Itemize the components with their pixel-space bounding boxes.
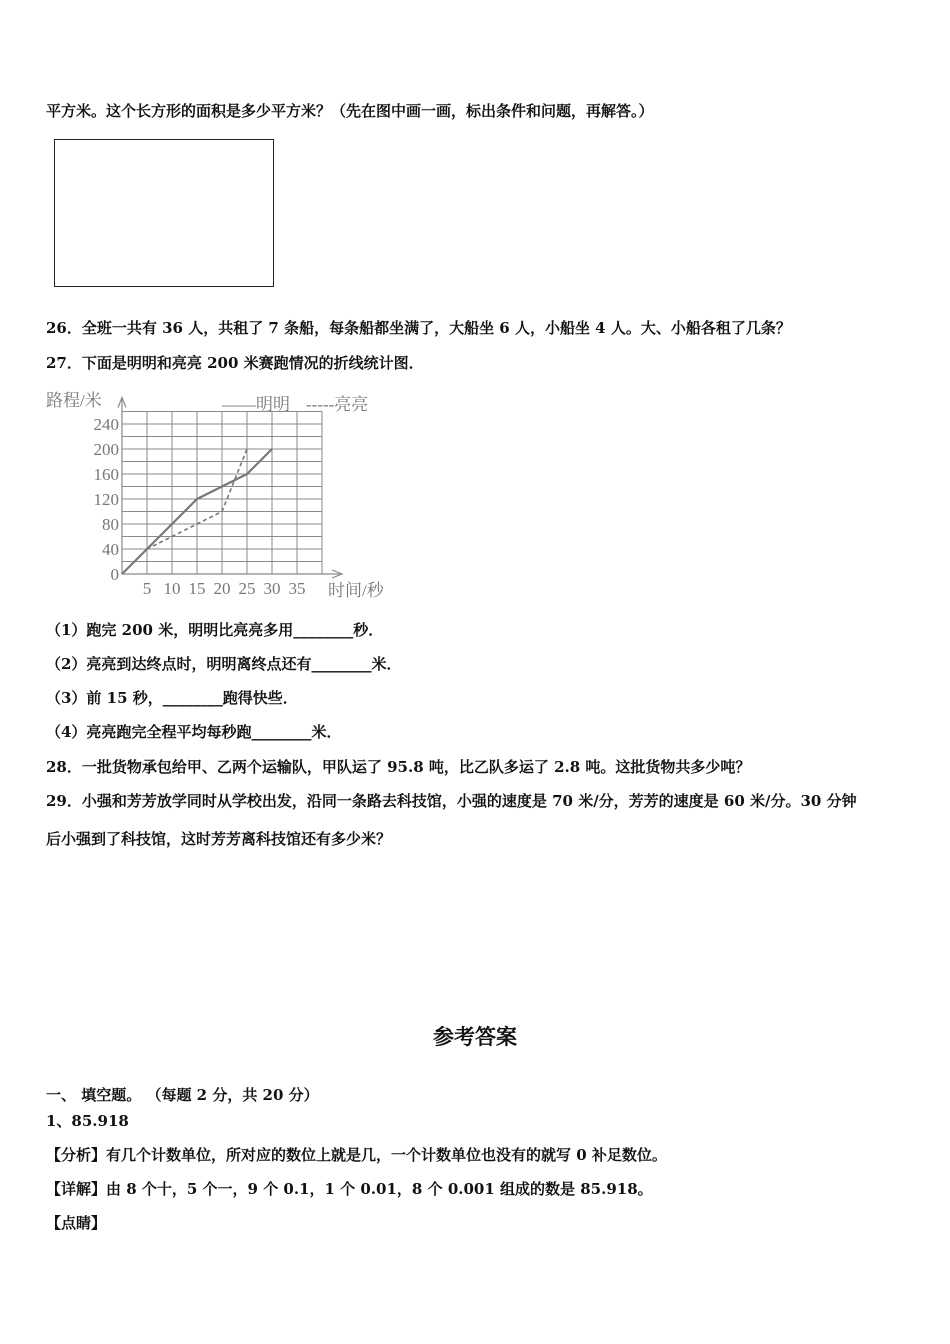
question-29-line2: 后小强到了科技馆，这时芳芳离科技馆还有多少米？ xyxy=(46,830,392,848)
q27-sub-3: （3）前 15 秒，________跑得快些． xyxy=(46,689,298,707)
legend-liangliang: -----亮亮 xyxy=(306,395,369,414)
y-tick-label: 120 xyxy=(93,490,119,509)
chart-grid xyxy=(118,398,342,579)
legend-mingming: ——明明 xyxy=(222,395,290,414)
y-tick-label: 0 xyxy=(110,565,119,584)
answer-1: 1、85.918 xyxy=(46,1112,129,1130)
answer-heading: 参考答案 xyxy=(433,1025,517,1049)
x-tick-label: 30 xyxy=(263,579,281,598)
y-tick-label: 160 xyxy=(93,465,119,484)
line-chart xyxy=(44,382,404,604)
q27-sub-2: （2）亮亮到达终点时，明明离终点还有________米． xyxy=(46,655,402,673)
x-tick-label: 20 xyxy=(213,579,231,598)
question-29-line1: 29．小强和芳芳放学同时从学校出发，沿同一条路去科技馆，小强的速度是 70 米/分，芳芳的速度是 60 米/分。30 分钟 xyxy=(46,792,857,810)
rectangle-drawing-area xyxy=(54,139,274,287)
question-28: 28．一批货物承包给甲、乙两个运输队，甲队运了 95.8 吨，比乙队多运了 2.8 吨。这批货物共多少吨？ xyxy=(46,758,751,776)
x-tick-label: 35 xyxy=(288,579,306,598)
analysis: 【分析】有几个计数单位，所对应的数位上就是几，一个计数单位也没有的就写 0 补足数位。 xyxy=(46,1146,667,1164)
x-tick-label: 5 xyxy=(142,579,152,598)
detail: 【详解】由 8 个十，5 个一，9 个 0.1，1 个 0.01，8 个 0.001 组成的数是 85.918。 xyxy=(46,1180,653,1198)
question-27: 27．下面是明明和亮亮 200 米赛跑情况的折线统计图． xyxy=(46,354,424,372)
x-tick-label: 25 xyxy=(238,579,256,598)
y-tick-label: 40 xyxy=(102,540,119,559)
x-tick-label: 10 xyxy=(163,579,181,598)
x-axis-label: 时间/秒 xyxy=(328,581,384,600)
y-tick-label: 240 xyxy=(93,415,119,434)
comment: 【点睛】 xyxy=(46,1214,107,1232)
x-tick-label: 15 xyxy=(188,579,206,598)
question-26: 26．全班一共有 36 人，共租了 7 条船，每条船都坐满了，大船坐 6 人，小船坐 4 人。大、小船各租了几条？ xyxy=(46,319,791,337)
section-1-title: 一、 填空题。 （每题 2 分，共 20 分） xyxy=(46,1086,319,1104)
y-tick-label: 200 xyxy=(93,440,119,459)
q27-sub-4: （4）亮亮跑完全程平均每秒跑________米． xyxy=(46,723,342,741)
q25-tail: 平方米。这个长方形的面积是多少平方米？（先在图中画一画，标出条件和问题，再解答。） xyxy=(46,102,654,120)
y-tick-label: 80 xyxy=(102,515,119,534)
q27-sub-1: （1）跑完 200 米，明明比亮亮多用________秒． xyxy=(46,621,384,639)
y-axis-label: 路程/米 xyxy=(46,391,102,410)
